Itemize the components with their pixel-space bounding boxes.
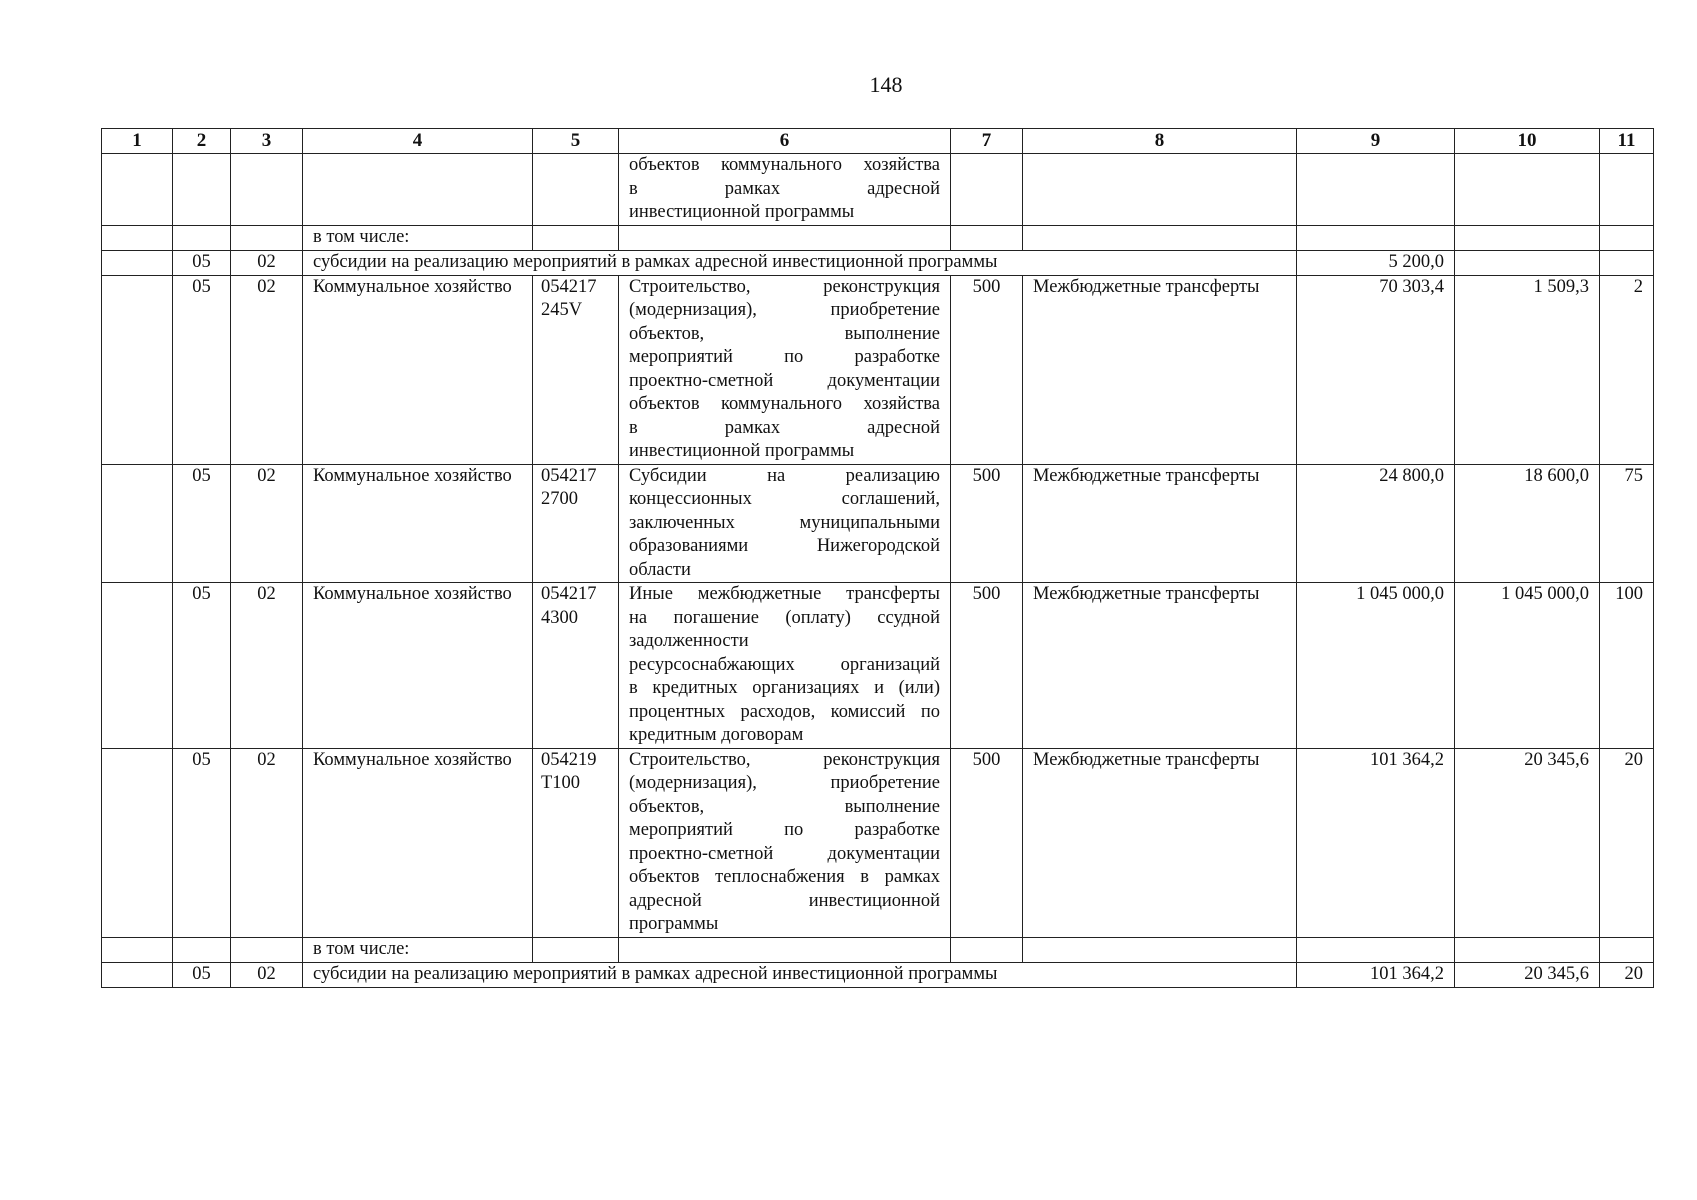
target-article-code: 054219 Т100 [533, 748, 619, 937]
expense-type-name [1023, 154, 1297, 226]
amount-executed [1455, 250, 1600, 275]
description-line: задолженности [629, 631, 749, 651]
item-description [619, 748, 951, 937]
cell-col-1 [102, 275, 173, 464]
amount-planned [1297, 154, 1455, 226]
description-line: адресной инвестиционной [629, 890, 940, 911]
description-line: мероприятий по разработке [629, 347, 940, 367]
cell-col-10 [1455, 225, 1600, 250]
column-header-7: 7 [951, 129, 1023, 154]
cell-col-1 [102, 937, 173, 962]
cell-col-3 [231, 937, 303, 962]
expense-type-name: Межбюджетные трансферты [1023, 464, 1297, 583]
section-code: 05 [173, 583, 231, 749]
expense-type-name: Межбюджетные трансферты [1023, 275, 1297, 464]
budget-table [101, 128, 1654, 988]
cell-col-2 [173, 225, 231, 250]
amount-executed [1455, 154, 1600, 226]
subsection-code: 02 [231, 748, 303, 937]
cell-col-5 [533, 225, 619, 250]
description-line: программы [629, 914, 719, 934]
description-line: инвестиционной программы [629, 441, 855, 461]
subtotal-label: в том числе: [303, 225, 533, 250]
item-description [619, 464, 951, 583]
description-line: Субсидии на реализацию [629, 465, 940, 486]
table-row [102, 464, 1654, 583]
section-code: 05 [173, 275, 231, 464]
column-header-4: 4 [303, 129, 533, 154]
column-header-2: 2 [173, 129, 231, 154]
page-number: 148 [869, 72, 903, 97]
amount-planned: 24 800,0 [1297, 464, 1455, 583]
cell-col-6 [619, 225, 951, 250]
description-line: (модернизация), приобретение [629, 300, 940, 320]
item-description [619, 275, 951, 464]
percent-executed: 100 [1600, 583, 1654, 749]
subsection-code: 02 [231, 250, 303, 275]
expense-type-code: 500 [951, 748, 1023, 937]
table-row [102, 748, 1654, 937]
cell-col-9 [1297, 225, 1455, 250]
expense-type-code: 500 [951, 464, 1023, 583]
cell-col-7 [951, 937, 1023, 962]
description-line: объектов, выполнение [629, 323, 940, 344]
cell-col-9 [1297, 937, 1455, 962]
amount-executed: 18 600,0 [1455, 464, 1600, 583]
section-code: 05 [173, 748, 231, 937]
cell-col-5 [533, 937, 619, 962]
description-line: области [629, 559, 691, 580]
item-description [619, 154, 951, 226]
table-body [102, 154, 1654, 988]
expense-type-name: Межбюджетные трансферты [1023, 748, 1297, 937]
expense-type-name: Межбюджетные трансферты [1023, 583, 1297, 749]
description-line: мероприятий по разработке [629, 820, 940, 840]
description-line: Иные межбюджетные трансферты [629, 584, 940, 604]
description-line: на погашение (оплату) ссудной [629, 607, 940, 628]
amount-planned: 1 045 000,0 [1297, 583, 1455, 749]
column-header-9: 9 [1297, 129, 1455, 154]
subsection-code: 02 [231, 962, 303, 987]
cell-col-2 [173, 937, 231, 962]
section-code: 05 [173, 464, 231, 583]
description-line: инвестиционной программы [629, 202, 855, 222]
cell-col-1 [102, 464, 173, 583]
cell-col-1 [102, 962, 173, 987]
percent-executed [1600, 154, 1654, 226]
description-line: Строительство, реконструкция [629, 276, 940, 297]
cell-col-7 [951, 225, 1023, 250]
table-row [102, 225, 1654, 250]
amount-planned: 101 364,2 [1297, 748, 1455, 937]
amount-executed: 1 045 000,0 [1455, 583, 1600, 749]
target-article-code [533, 154, 619, 226]
target-article-code: 054217 4300 [533, 583, 619, 749]
cell-col-11 [1600, 225, 1654, 250]
item-name: Коммунальное хозяйство [303, 583, 533, 749]
column-header-6: 6 [619, 129, 951, 154]
description-line: Строительство, реконструкция [629, 749, 940, 770]
description-line: кредитным договорам [629, 725, 804, 745]
subtotal-label: в том числе: [303, 937, 533, 962]
amount-planned: 70 303,4 [1297, 275, 1455, 464]
item-description [619, 583, 951, 749]
percent-executed: 75 [1600, 464, 1654, 583]
cell-col-8 [1023, 937, 1297, 962]
item-name [303, 154, 533, 226]
cell-col-3 [231, 225, 303, 250]
table-row [102, 962, 1654, 987]
cell-col-10 [1455, 937, 1600, 962]
target-article-code: 054217 2700 [533, 464, 619, 583]
description-line: в рамках адресной [629, 417, 940, 438]
summary-description: субсидии на реализацию мероприятий в рамках адресной инвестиционной программы [303, 250, 1297, 275]
table-row [102, 250, 1654, 275]
target-article-code: 054217 245V [533, 275, 619, 464]
cell-col-1 [102, 250, 173, 275]
subsection-code: 02 [231, 583, 303, 749]
description-line: концессионных соглашений, [629, 489, 940, 509]
description-line: в рамках адресной [629, 178, 940, 199]
item-name: Коммунальное хозяйство [303, 748, 533, 937]
table-row [102, 275, 1654, 464]
column-header-10: 10 [1455, 129, 1600, 154]
cell-col-1 [102, 225, 173, 250]
description-line: заключенных муниципальными [629, 512, 940, 533]
amount-planned: 5 200,0 [1297, 250, 1455, 275]
amount-executed: 1 509,3 [1455, 275, 1600, 464]
column-header-11: 11 [1600, 129, 1654, 154]
section-code [173, 154, 231, 226]
description-line: проектно-сметной документации [629, 843, 940, 864]
expense-type-code: 500 [951, 583, 1023, 749]
subsection-code [231, 154, 303, 226]
item-name: Коммунальное хозяйство [303, 464, 533, 583]
amount-executed: 20 345,6 [1455, 748, 1600, 937]
expense-type-code: 500 [951, 275, 1023, 464]
description-line: (модернизация), приобретение [629, 773, 940, 793]
cell-col-11 [1600, 937, 1654, 962]
cell-col-1 [102, 748, 173, 937]
column-header-3: 3 [231, 129, 303, 154]
percent-executed: 20 [1600, 962, 1654, 987]
column-header-5: 5 [533, 129, 619, 154]
cell-col-1 [102, 583, 173, 749]
column-header-1: 1 [102, 129, 173, 154]
header-row [102, 129, 1654, 154]
section-code: 05 [173, 250, 231, 275]
description-line: объектов коммунального хозяйства [629, 155, 940, 175]
description-line: в кредитных организациях и (или) [629, 678, 940, 698]
section-code: 05 [173, 962, 231, 987]
cell-col-8 [1023, 225, 1297, 250]
item-name: Коммунальное хозяйство [303, 275, 533, 464]
description-line: объектов теплоснабжения в рамках [629, 867, 940, 887]
amount-executed: 20 345,6 [1455, 962, 1600, 987]
column-header-8: 8 [1023, 129, 1297, 154]
description-line: процентных расходов, комиссий по [629, 701, 940, 722]
description-line: ресурсоснабжающих организаций [629, 654, 940, 675]
subsection-code: 02 [231, 464, 303, 583]
summary-description: субсидии на реализацию мероприятий в рамках адресной инвестиционной программы [303, 962, 1297, 987]
description-line: объектов, выполнение [629, 796, 940, 817]
cell-col-6 [619, 937, 951, 962]
description-line: образованиями Нижегородской [629, 536, 940, 556]
table-row [102, 937, 1654, 962]
expense-type-code [951, 154, 1023, 226]
percent-executed: 2 [1600, 275, 1654, 464]
description-line: объектов коммунального хозяйства [629, 394, 940, 414]
amount-planned: 101 364,2 [1297, 962, 1455, 987]
subsection-code: 02 [231, 275, 303, 464]
cell-col-1 [102, 154, 173, 226]
percent-executed: 20 [1600, 748, 1654, 937]
description-line: проектно-сметной документации [629, 370, 940, 391]
table-row [102, 583, 1654, 749]
percent-executed [1600, 250, 1654, 275]
table-row [102, 154, 1654, 226]
